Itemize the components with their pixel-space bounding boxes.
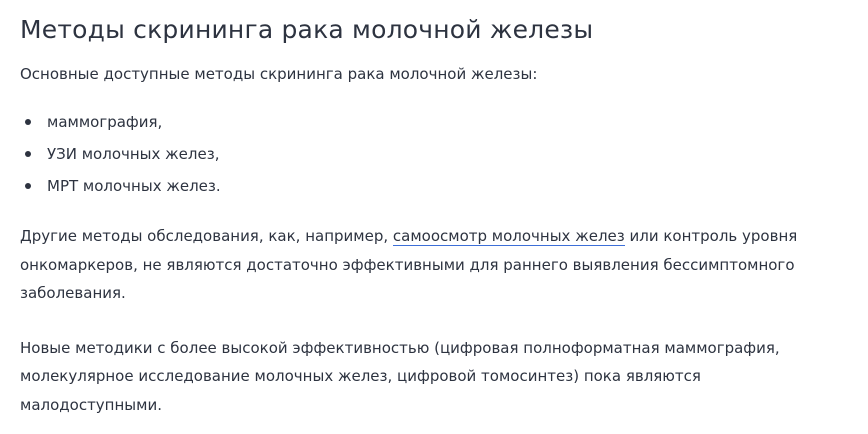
paragraph-line: Новые методики с более высокой эффективностью (цифровая полноформатная маммография, [20, 338, 780, 357]
paragraph-line: онкомаркеров, не являются достаточно эффективными для раннего выявления бессимптомного [20, 255, 795, 274]
paragraph-line: заболевания. [20, 284, 126, 302]
bullet-icon [25, 151, 31, 157]
list-item [20, 170, 868, 202]
list-item [20, 106, 868, 138]
bullet-icon [25, 183, 31, 189]
list-item-text: УЗИ молочных желез, [47, 145, 220, 163]
paragraph-text: Другие методы обследования, как, например, [20, 227, 393, 245]
paragraph-line: малодоступными. [20, 395, 162, 414]
intro-text: Основные доступные методы скрининга рака молочной железы: [20, 65, 538, 83]
list-item [20, 138, 868, 170]
list-item-text: маммография, [47, 113, 163, 131]
section-title: Методы скрининга рака молочной железы [20, 15, 594, 44]
other-methods-paragraph [20, 222, 855, 308]
list-item-text: МРТ молочных желез. [47, 177, 221, 195]
new-methods-paragraph [20, 334, 855, 420]
bullet-icon [25, 119, 31, 125]
paragraph-line [20, 222, 855, 251]
paragraph-text: или контроль уровня [624, 227, 798, 245]
paragraph-line: молекулярное исследование молочных желез, цифровой томосинтез) пока являются [20, 367, 701, 385]
self-exam-link[interactable]: самоосмотр молочных желез [392, 227, 625, 245]
screening-methods-list [20, 106, 868, 202]
